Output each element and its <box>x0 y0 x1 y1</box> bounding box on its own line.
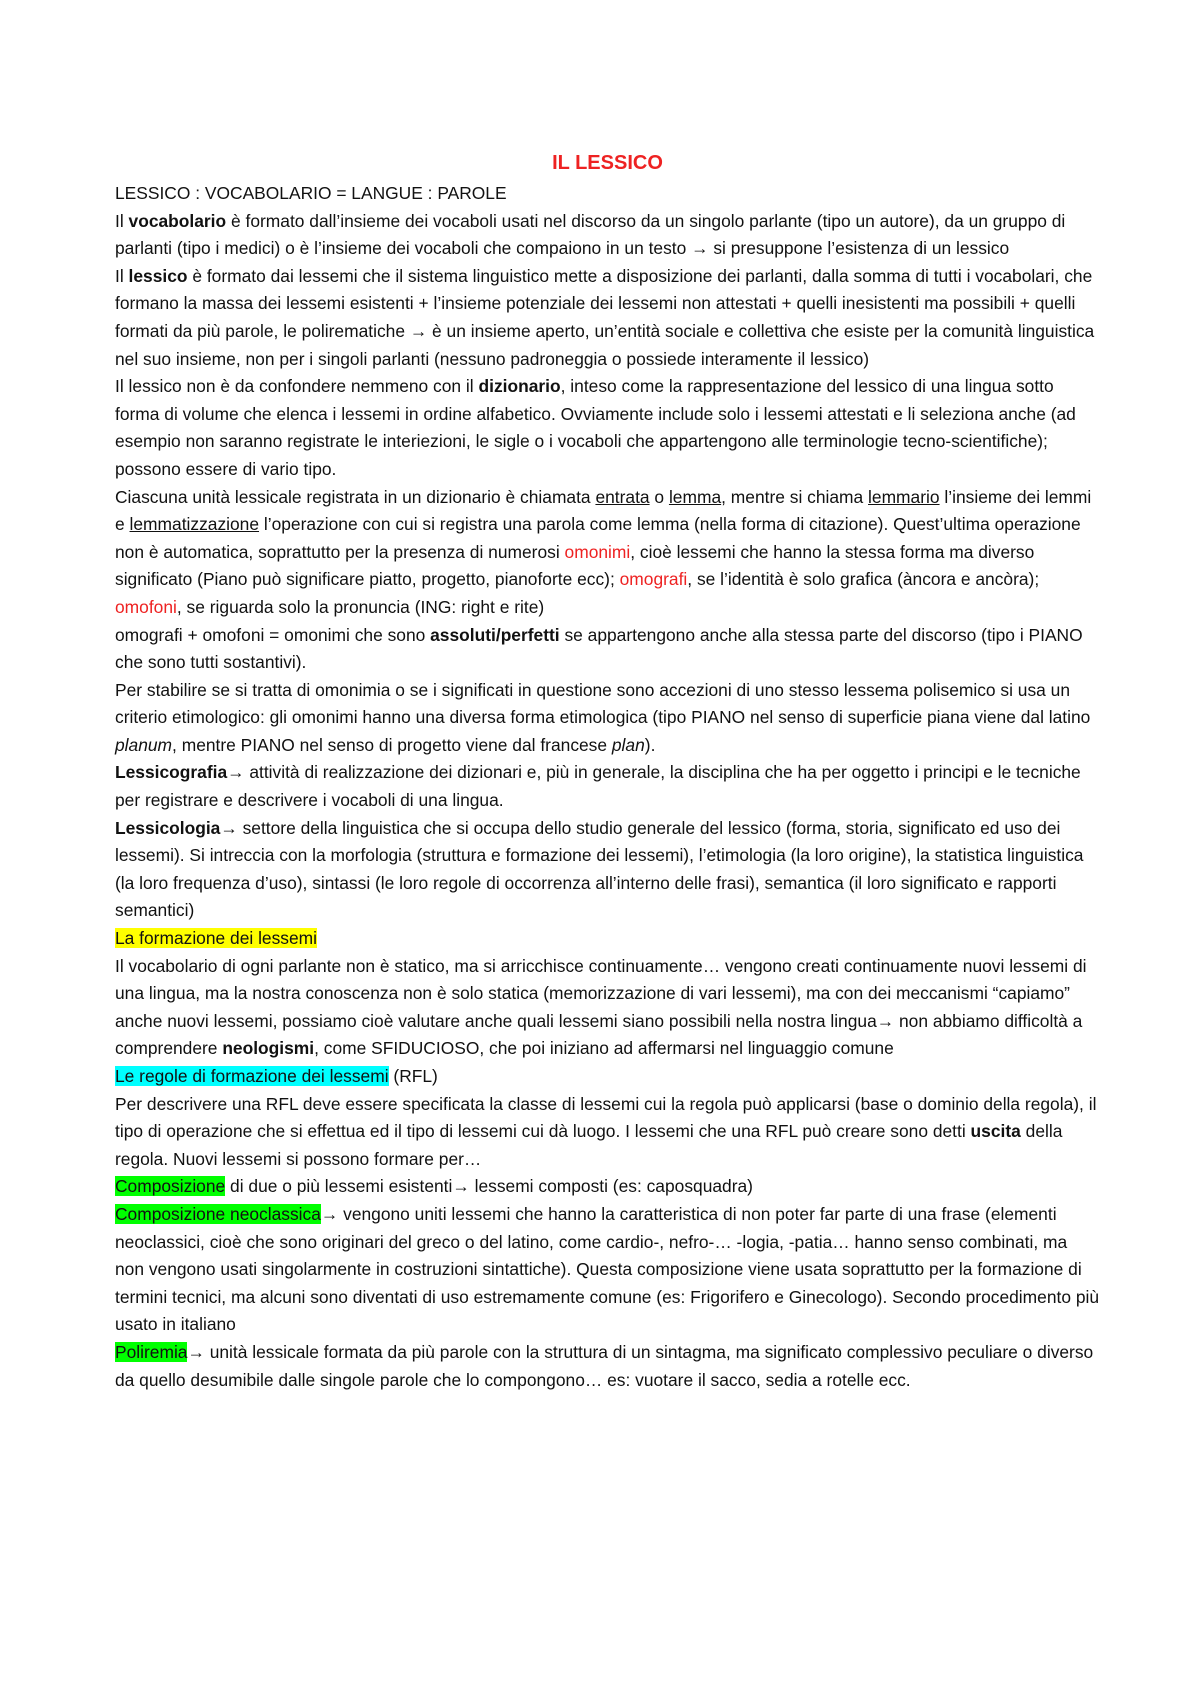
paragraph-composizione-neoclassica <box>115 1201 1100 1339</box>
text: l’insieme dei lemmi e <box>115 486 1092 535</box>
term-composizione-neoclassica: Composizione neoclassica <box>115 1203 321 1224</box>
text: Il vocabolario di ogni parlante non è statico, ma si arricchisce continuamente… vengono creati continuamente nuovi lessemi di una lingua, ma la nostra conoscenza non è solo statica (memorizzazione di vari lessemi), ma con dei meccanismi “capiamo” anche nuovi lessemi, possiamo cioè valutare anche quali lessemi siano possibili nella nostra lingua→ non abbiamo difficoltà a comprendere <box>115 955 1087 1059</box>
text: → vengono uniti lessemi che hanno la caratteristica di non poter far parte di una frase (elementi neoclassici, cioè che sono originari del greco o del latino, come cardio-, nefro-… -logia, -patia… hanno senso combinati, ma non vengono usati singolarmente in costruzioni sintattiche). Questa composizione viene usata soprattutto per la formazione di termini tecnici, ma alcuni sono diventati di uso estremamente comune (es: Frigorifero e Ginecologo). Secondo procedimento più usato in italiano <box>115 1203 1100 1335</box>
paragraph-lemma <box>115 484 1100 622</box>
term-dizionario: dizionario <box>478 376 561 397</box>
text: della regola. Nuovi lessemi si possono formare per… <box>115 1121 1063 1169</box>
text: è formato dall’insieme dei vocaboli usati nel discorso da un singolo parlante (tipo un autore), da un gruppo di parlanti (tipo i medici) o è l’insieme dei vocaboli che compaiono in un testo → si presuppone l’esistenza di un lessico <box>115 210 1066 259</box>
text: l’operazione con cui si registra una parola come lemma (nella forma di citazione). Quest’ultima operazione non è automatica, soprattutto per la presenza di numerosi <box>115 514 1081 562</box>
section-heading-formazione: La formazione dei lessemi <box>115 928 318 949</box>
term-poliremia: Poliremia <box>115 1341 188 1362</box>
paragraph-rfl <box>115 1091 1100 1174</box>
text: è formato dai lessemi che il sistema linguistico mette a disposizione dei parlanti, dalla somma di tutti i vocabolari, che formano la massa dei lessemi esistenti + l’insieme potenziale dei lessemi non attestati + quelli inesistenti ma possibili + quelli formati da più parole, le polirematiche → è un insieme aperto, un’entità sociale e collettiva che esiste per la comunità linguistica nel suo insieme, non per i singoli parlanti (nessuno padroneggia o possiede interamente il lessico) <box>115 265 1095 369</box>
text: Il lessico non è da confondere nemmeno con il <box>115 376 479 397</box>
text: Il <box>115 265 129 286</box>
term-omofoni: omofoni <box>115 596 177 617</box>
text: di due o più lessemi esistenti→ lessemi composti (es: caposquadra) <box>225 1176 753 1197</box>
term-plan: plan <box>611 734 645 755</box>
term-lessicologia: Lessicologia <box>115 817 221 838</box>
paragraph-lessico <box>115 263 1100 373</box>
text: , come SFIDUCIOSO, che poi iniziano ad affermarsi nel linguaggio comune <box>314 1038 894 1059</box>
paragraph-vocabolario <box>115 208 1100 263</box>
paragraph-composizione <box>115 1173 1100 1201</box>
text: , cioè lessemi che hanno la stessa forma ma diverso significato (Piano può significare piatto, progetto, pianoforte ecc); <box>115 541 1035 590</box>
text: o <box>649 486 669 507</box>
paragraph-proportion: LESSICO : VOCABOLARIO = LANGUE : PAROLE <box>115 183 507 203</box>
text: , se riguarda solo la pronuncia (ING: right e rite) <box>176 596 545 617</box>
text: , se l’identità è solo grafica (àncora e ancòra); <box>687 569 1040 590</box>
paragraph-vocabolario-dinamico <box>115 953 1100 1063</box>
text: se appartengono anche alla stessa parte del discorso (tipo i PIANO che sono tutti sostantivi). <box>115 624 1083 673</box>
term-entrata: entrata <box>595 486 650 507</box>
text: Ciascuna unità lessicale registrata in un dizionario è chiamata <box>115 486 596 507</box>
text: → attività di realizzazione dei dizionari e, più in generale, la disciplina che ha per oggetto i principi e le tecniche per registrare e descrivere i vocaboli di una lingua. <box>115 762 1081 811</box>
document-page <box>115 148 1100 1394</box>
text: , mentre si chiama <box>721 486 869 507</box>
term-lessicografia: Lessicografia <box>115 762 228 783</box>
term-lemmatizzazione: lemmatizzazione <box>129 514 260 535</box>
text: → unità lessicale formata da più parole con la struttura di un sintagma, ma significato complessivo peculiare o diverso da quello desumibile dalle singole parole che lo compongono… es: vuotare il sacco, sedia a rotelle ecc. <box>115 1341 1094 1390</box>
term-omonimi: omonimi <box>564 541 631 562</box>
term-omografi: omografi <box>619 569 688 590</box>
text: Per descrivere una RFL deve essere specificata la classe di lessemi cui la regola può applicarsi (base o dominio della regola), il tipo di operazione che si effettua ed il tipo di lessemi cui dà luogo. I lessemi che una RFL può creare sono detti <box>115 1093 1097 1142</box>
text: omografi + omofoni = omonimi che sono <box>115 624 431 645</box>
term-composizione: Composizione <box>115 1176 226 1197</box>
paragraph-lessicografia <box>115 759 1100 814</box>
paragraph-dizionario <box>115 373 1100 483</box>
paragraph-omonimia-polisemia <box>115 677 1100 760</box>
term-planum: planum <box>115 734 173 755</box>
text: ). <box>644 734 656 755</box>
paragraph-omonimi-assoluti <box>115 622 1100 677</box>
text: Per stabilire se si tratta di omonimia o se i significati in questione sono accezioni di uno stesso lessema polisemico si usa un criterio etimologico: gli omonimi hanno una diversa forma etimologica (tipo PIANO nel senso di superficie piana viene dal latino <box>115 679 1091 728</box>
text: (RFL) <box>388 1066 438 1086</box>
text: → settore della linguistica che si occupa dello studio generale del lessico (forma, storia, significato ed uso dei lessemi). Si intreccia con la morfologia (struttura e formazione dei lessemi), l’etimologia (la loro origine), la statistica linguistica (la loro frequenza d’uso), sintassi (le loro regole di occorrenza all’interno delle frasi), semantica (il loro significato e rapporti semantici) <box>115 817 1084 921</box>
text: , inteso come la rappresentazione del lessico di una lingua sotto forma di volume che elenca i lessemi in ordine alfabetico. Ovviamente include solo i lessemi attestati e li seleziona anche (ad esempio non saranno registrate le interiezioni, le sigle o i vocaboli che appartengono alle terminologie tecno-scientifiche); possono essere di vario tipo. <box>115 376 1076 479</box>
term-uscita: uscita <box>970 1121 1021 1142</box>
term-lemma: lemma <box>668 486 722 507</box>
section-heading-regole: Le regole di formazione dei lessemi <box>115 1066 389 1086</box>
heading-formazione <box>115 925 1100 953</box>
heading-regole <box>115 1063 1100 1091</box>
text: , mentre PIANO nel senso di progetto viene dal francese <box>172 734 612 755</box>
text: Il <box>115 210 129 231</box>
term-neologismi: neologismi <box>222 1038 315 1059</box>
paragraph-lessicologia <box>115 815 1100 925</box>
paragraph-poliremia <box>115 1339 1100 1394</box>
page-title: IL LESSICO <box>552 152 663 174</box>
term-vocabolario: vocabolario <box>128 210 227 231</box>
term-assoluti-perfetti: assoluti/perfetti <box>430 624 560 645</box>
term-lessico: lessico <box>128 265 188 286</box>
term-lemmario: lemmario <box>868 486 940 507</box>
